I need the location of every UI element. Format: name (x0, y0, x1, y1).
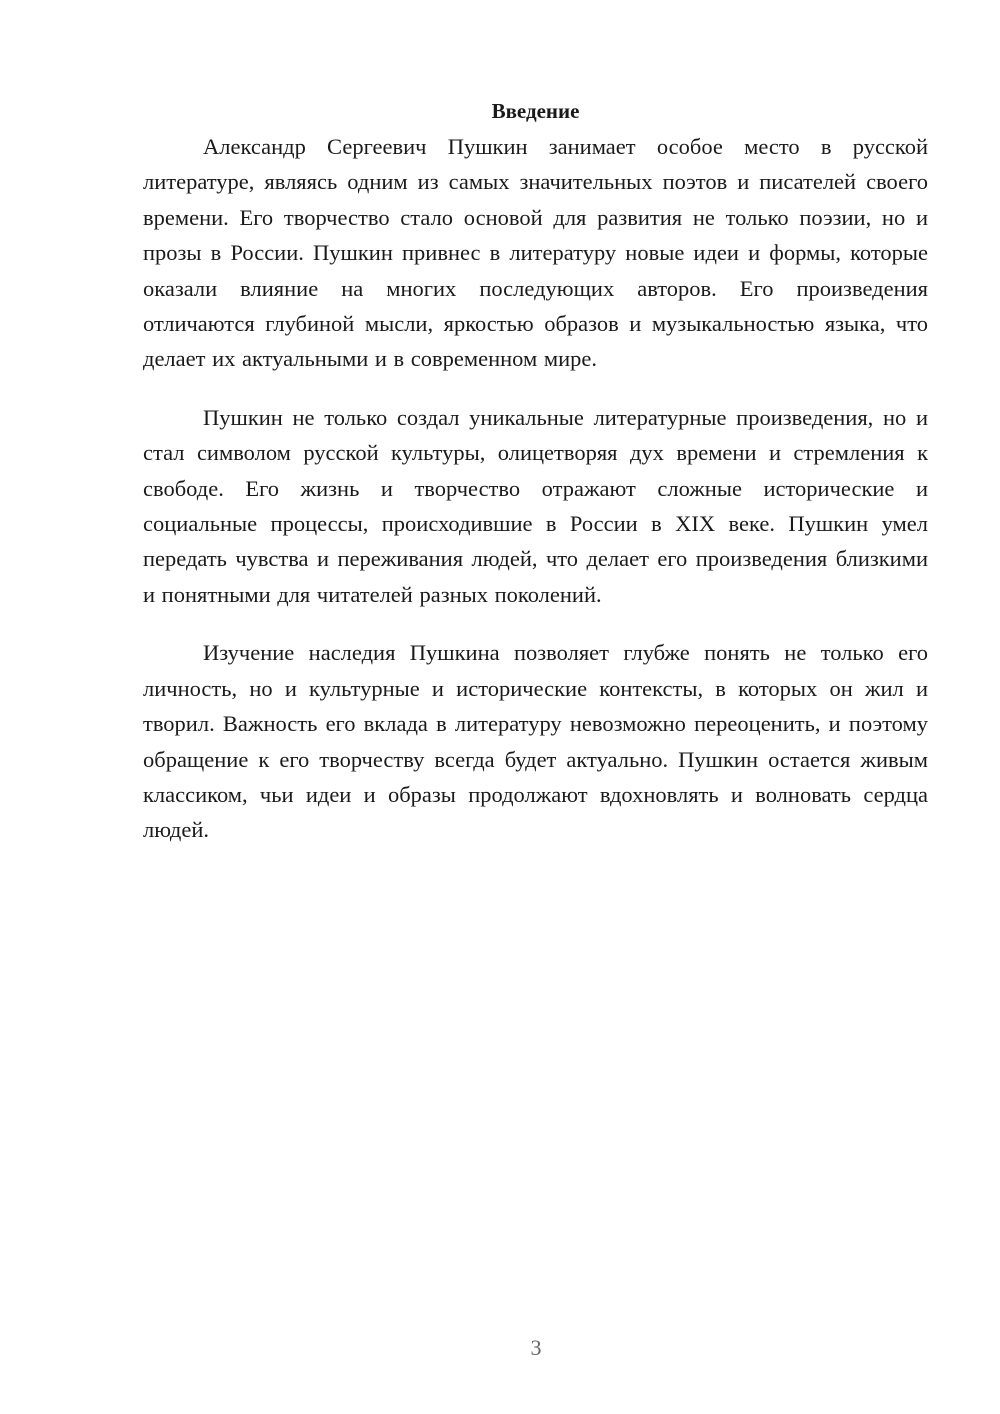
paragraph-2: Пушкин не только создал уникальные литературные произведения, но и стал символом русской культуры, олицетворяя дух времени и стремления к свободе. Его жизнь и творчество отражают сложные исторические и социальные процессы, происходившие в России в XIX веке. Пушкин умел передать чувства и переживания людей, что делает его произведения близкими и понятными для читателей разных поколений. (143, 404, 928, 607)
page-content (143, 96, 928, 871)
paragraph-1: Александр Сергеевич Пушкин занимает особое место в русской литературе, являясь одним из самых значительных поэтов и писателей своего времени. Его творчество стало основой для развития не только поэзии, но и прозы в России. Пушкин привнес в литературу новые идеи и формы, которые оказали влияние на многих последующих авторов. Его произведения отличаются глубиной мысли, яркостью образов и музыкальностью языка, что делает их актуальными и в современном мире. (143, 134, 928, 372)
section-title: Введение (491, 99, 580, 123)
paragraph-3: Изучение наследия Пушкина позволяет глубже понять не только его личность, но и культурные и исторические контексты, в которых он жил и творил. Важность его вклада в литературу невозможно переоценить, и поэтому обращение к его творчеству всегда будет актуально. Пушкин остается живым классиком, чьи идеи и образы продолжают вдохновлять и волновать сердца людей. (143, 640, 928, 843)
page-number: 3 (530, 1335, 542, 1360)
